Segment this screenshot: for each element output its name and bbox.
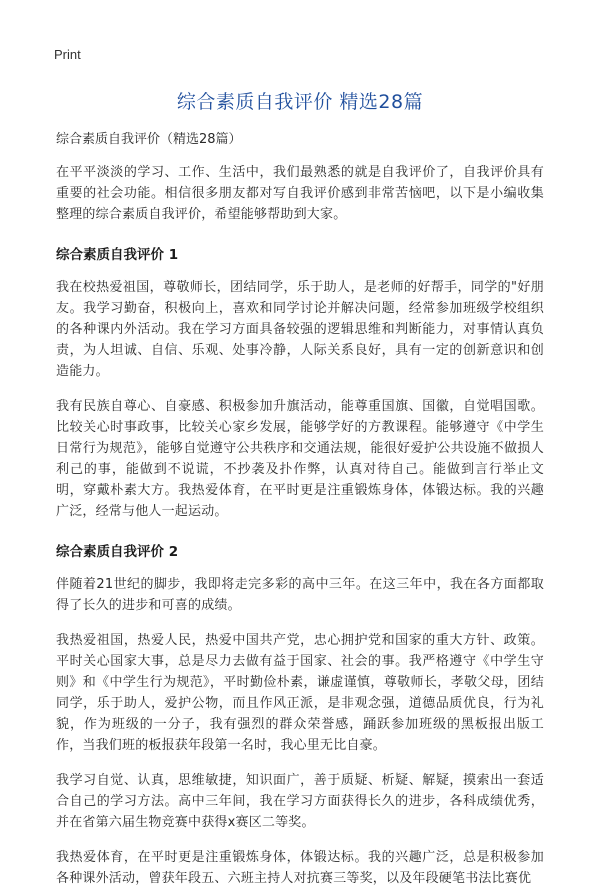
section-heading: 综合素质自我评价 1 (56, 247, 179, 263)
section-paragraph: 我热爱体育，在平时更是注重锻炼身体，体锻达标。我的兴趣广泛，总是积极参加各种课外活动，曾获年段五、六班主持人对抗赛三等奖，以及年段硬笔书法比赛优 (56, 850, 544, 886)
section-paragraph: 伴随着21世纪的脚步，我即将走完多彩的高中三年。在这三年中，我在各方面都取得了长久的进步和可喜的成绩。 (56, 577, 544, 613)
section-paragraph: 我学习自觉、认真，思维敏捷，知识面广，善于质疑、析疑、解疑，摸索出一套适合自己的学习方法。高中三年间，我在学习方面获得长久的进步，各科成绩优秀，并在省第六届生物竞赛中获得x赛区二等奖。 (56, 773, 544, 830)
print-link[interactable]: Print (54, 47, 81, 62)
section-paragraph: 我有民族自尊心、自豪感、积极参加升旗活动，能尊重国旗、国徽，自觉唱国歌。比较关心时事政事，比较关心家乡发展，能够学好的方教课程。能够遵守《中学生日常行为规范》，能够自觉遵守公共秩序和交通法规，能很好爱护公共设施不做损人利己的事，能做到不说谎，不抄袭及扑作弊，认真对待自己。能做到言行举止文明，穿戴朴素大方。我热爱体育，在平时更是注重锻炼身体，体锻达标。我的兴趣广泛，经常与他人一起运动。 (56, 399, 544, 519)
section-paragraph: 我热爱祖国，热爱人民，热爱中国共产党，忠心拥护党和国家的重大方针、政策。平时关心国家大事，总是尽力去做有益于国家、社会的事。我严格遵守《中学生守则》和《中学生行为规范》，平时勤俭朴素，谦虚谨慎，尊敬师长，孝敬父母，团结同学，乐于助人，爱护公物，而且作风正派，是非观念强，道德品质优良，行为礼貌，作为班级的一分子，我有强烈的群众荣誉感，踊跃参加班级的黑板报出版工作，当我们班的板报获年段第一名时，我心里无比自豪。 (56, 633, 544, 753)
page-title: 综合素质自我评价 精选28篇 (176, 91, 424, 113)
section-heading: 综合素质自我评价 2 (56, 544, 179, 560)
intro-paragraph: 在平平淡淡的学习、工作、生活中，我们最熟悉的就是自我评价了，自我评价具有重要的社会功能。相信很多朋友都对写自我评价感到非常苦恼吧，以下是小编收集整理的综合素质自我评价，希望能够帮助到大家。 (56, 165, 544, 222)
section-paragraph: 我在校热爱祖国，尊敬师长，团结同学，乐于助人，是老师的好帮手，同学的"好朋友。我学习勤奋，积极向上，喜欢和同学讨论并解决问题，经常参加班级学校组织的各种课内外活动。我在学习方面具备较强的逻辑思维和判断能力，对事情认真负责，为人坦诚、自信、乐观、处事冷静，人际关系良好，具有一定的创新意识和创造能力。 (56, 280, 544, 379)
document-subtitle: 综合素质自我评价（精选28篇） (56, 132, 242, 147)
